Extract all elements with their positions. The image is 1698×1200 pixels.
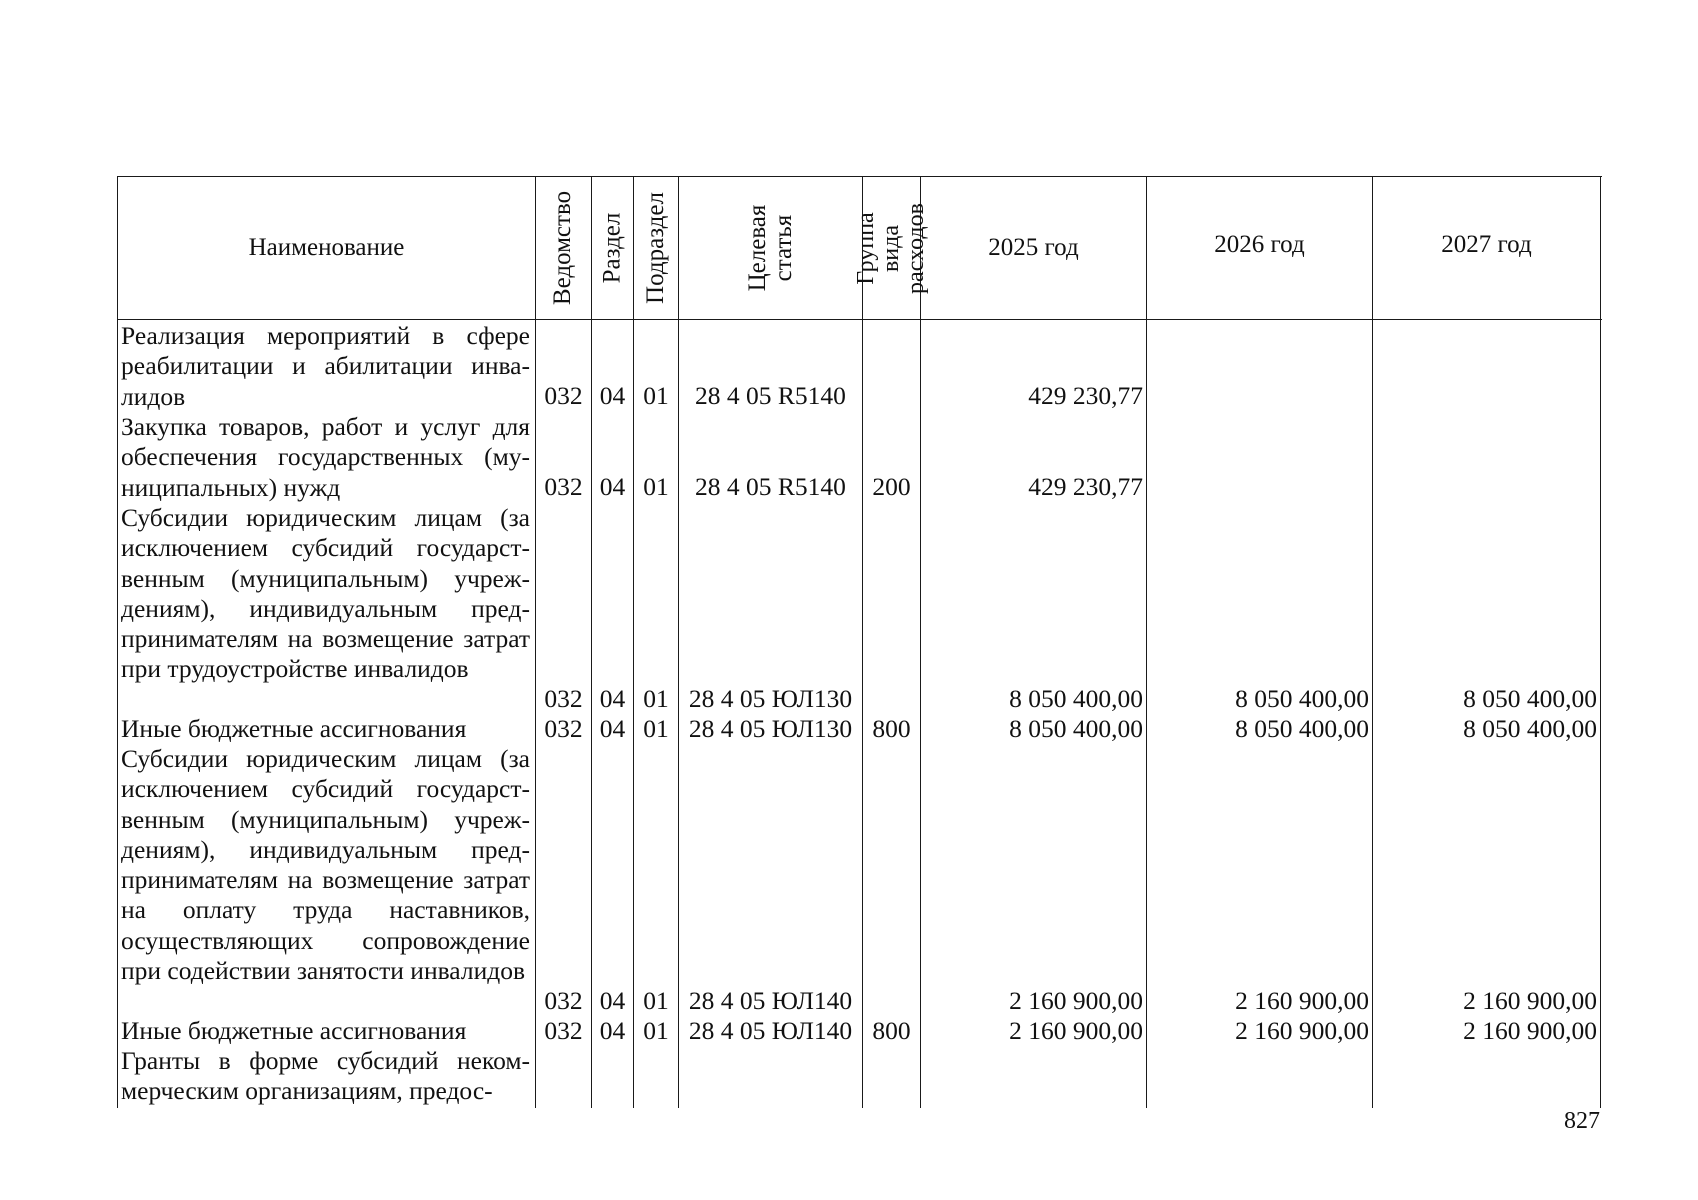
row-section: 04 (599, 1016, 626, 1045)
row-target-article: 28 4 05 ЮЛ130 (688, 684, 853, 713)
row-name: Иные бюджетные ассигнования (121, 1016, 467, 1045)
page-number: 827 (1564, 1108, 1600, 1134)
row-section: 04 (599, 714, 626, 743)
row-subsection: 01 (643, 714, 669, 743)
row-target-article: 28 4 05 ЮЛ130 (688, 714, 853, 743)
column-divider (1372, 176, 1373, 1108)
header-expense-group-label: Группа вида расходов (853, 202, 930, 294)
header-2026 (1147, 177, 1372, 313)
header-subsection-label: Подраздел (642, 192, 669, 304)
header-name-label: Наименование (248, 234, 405, 261)
row-amount-2026: 8 050 400,00 (1235, 684, 1369, 713)
row-amount-2027: 2 160 900,00 (1463, 986, 1597, 1015)
header-bottom-border (117, 319, 1602, 320)
row-target-article: 28 4 05 R5140 (695, 472, 846, 501)
row-name: Субсидии юридическим лицам (за исключением субсидий государственным (муниципальным) учреждениям), индивидуальным предпринимателям на возмещение затрат на оплату труда наставников, осуществляющих сопровождение при содействии занятости инвалидов (121, 744, 530, 986)
row-expense-group: 200 (872, 472, 911, 501)
row-amount-2027: 8 050 400,00 (1463, 684, 1597, 713)
header-department (536, 177, 591, 319)
row-target-article: 28 4 05 ЮЛ140 (688, 986, 853, 1015)
row-subsection: 01 (643, 684, 669, 713)
row-target-article: 28 4 05 R5140 (695, 381, 846, 410)
row-amount-2026: 2 160 900,00 (1235, 986, 1369, 1015)
row-subsection: 01 (643, 381, 669, 410)
column-divider (1146, 176, 1147, 1108)
row-amount-2025: 8 050 400,00 (1009, 714, 1143, 743)
row-amount-2025: 429 230,77 (1028, 381, 1143, 410)
row-name: Реализация мероприятий в сфере реабилитации и абилитации инвалидов (121, 321, 530, 411)
row-amount-2025: 2 160 900,00 (1009, 986, 1143, 1015)
header-2026-label: 2026 год (1214, 231, 1305, 258)
header-section-label: Раздел (598, 212, 626, 284)
row-target-article: 28 4 05 ЮЛ140 (688, 1016, 853, 1045)
header-2025 (921, 177, 1146, 319)
row-subsection: 01 (643, 472, 669, 501)
header-target-article-label: Целевая статья (743, 204, 797, 292)
row-name: Субсидии юридическим лицам (за исключением субсидий государственным (муниципальным) учреждениям), индивидуальным предпринимателям на возмещение затрат при трудоустройстве инвалидов (121, 503, 530, 684)
header-subsection (634, 177, 678, 319)
row-amount-2027: 2 160 900,00 (1463, 1016, 1597, 1045)
header-department-label: Ведомство (549, 190, 577, 306)
header-target-article (679, 177, 862, 319)
row-section: 04 (599, 684, 626, 713)
row-amount-2025: 8 050 400,00 (1009, 684, 1143, 713)
column-divider (1600, 176, 1601, 1108)
row-section: 04 (599, 986, 626, 1015)
row-department: 032 (544, 684, 583, 713)
header-2027-label: 2027 год (1441, 231, 1532, 258)
header-2025-label: 2025 год (988, 234, 1079, 261)
row-name: Гранты в форме субсидий некоммерческим организациям, предос- (121, 1046, 530, 1106)
header-2027 (1373, 177, 1600, 313)
header-name (118, 177, 535, 319)
row-amount-2026: 2 160 900,00 (1235, 1016, 1369, 1045)
row-department: 032 (544, 714, 583, 743)
row-amount-2026: 8 050 400,00 (1235, 714, 1369, 743)
row-expense-group: 800 (872, 1016, 911, 1045)
row-expense-group: 800 (872, 714, 911, 743)
row-name: Иные бюджетные ассигнования (121, 714, 467, 743)
row-section: 04 (599, 381, 626, 410)
row-department: 032 (544, 1016, 583, 1045)
row-subsection: 01 (643, 1016, 669, 1045)
row-department: 032 (544, 381, 583, 410)
row-department: 032 (544, 986, 583, 1015)
row-amount-2025: 2 160 900,00 (1009, 1016, 1143, 1045)
row-amount-2025: 429 230,77 (1028, 472, 1143, 501)
row-name: Закупка товаров, работ и услуг для обеспечения государственных (муниципальных) нужд (121, 412, 530, 502)
row-section: 04 (599, 472, 626, 501)
row-department: 032 (544, 472, 583, 501)
row-subsection: 01 (643, 986, 669, 1015)
header-section (592, 177, 633, 319)
row-amount-2027: 8 050 400,00 (1463, 714, 1597, 743)
header-expense-group (853, 177, 930, 319)
